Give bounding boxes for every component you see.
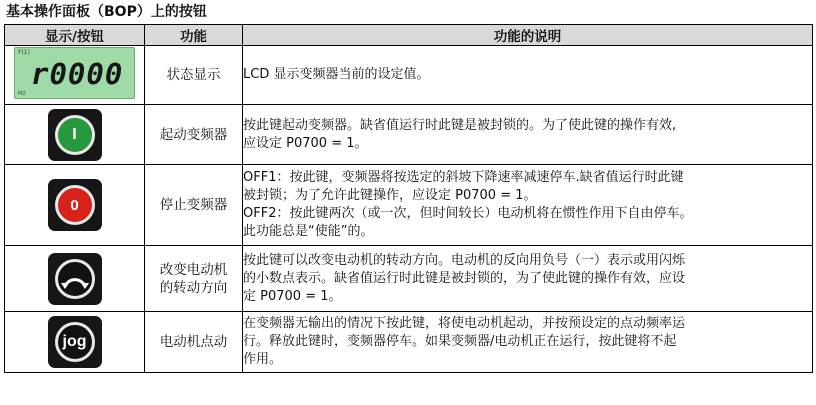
description-line: LCD 显示变频器当前的设定值。 bbox=[243, 67, 430, 82]
lcd-value: r0000 bbox=[31, 57, 124, 91]
description-line: 的小数点表示。缺省值运行时此键是被封锁的，为了使此键的操作有效，应设 bbox=[243, 270, 686, 286]
display-cell bbox=[5, 246, 145, 312]
start-button-icon[interactable] bbox=[48, 109, 102, 161]
description-line: OFF2：按此键两次（或一次，但时间较长）电动机将在惯性作用下自由停车。 bbox=[243, 206, 693, 221]
stop-button-label: 0 bbox=[70, 196, 79, 214]
description-cell bbox=[243, 246, 813, 312]
display-cell bbox=[5, 165, 145, 246]
table-header-row bbox=[5, 25, 813, 46]
function-label: 状态显示 bbox=[166, 67, 221, 83]
header-description: 功能的说明 bbox=[243, 25, 813, 46]
description-line: 定 P0700 = 1。 bbox=[243, 288, 342, 304]
bop-buttons-table bbox=[4, 24, 813, 373]
lcd-hz-label: Hz bbox=[18, 90, 26, 97]
description-cell bbox=[243, 165, 813, 246]
function-label: 改变电动机 bbox=[159, 261, 228, 278]
description-cell bbox=[243, 105, 813, 165]
jog-button-icon[interactable] bbox=[48, 316, 102, 368]
function-cell bbox=[145, 105, 243, 165]
function-cell bbox=[145, 312, 243, 373]
lcd-fx-label: F(1) bbox=[18, 49, 30, 56]
function-label: 起动变频器 bbox=[159, 126, 228, 143]
function-label: 电动机点动 bbox=[159, 334, 228, 350]
description-line: 行。释放此键时，变频器停车。如果变频器/电动机正在运行，按此键将不起 bbox=[243, 334, 677, 349]
function-label: 停止变频器 bbox=[159, 197, 228, 213]
description-cell bbox=[243, 46, 813, 105]
table-row bbox=[5, 105, 813, 165]
reverse-arrow-icon bbox=[60, 267, 90, 291]
table-row bbox=[5, 312, 813, 373]
function-cell bbox=[145, 165, 243, 246]
table-row bbox=[5, 46, 813, 105]
display-cell bbox=[5, 46, 145, 105]
function-cell bbox=[145, 246, 243, 312]
description-line: 被封锁；为了允许此键操作，应设定 P0700 = 1。 bbox=[243, 188, 537, 203]
description-line: 应设定 P0700 = 1。 bbox=[243, 135, 368, 151]
jog-button-label: jog bbox=[62, 333, 87, 350]
table-row bbox=[5, 165, 813, 246]
function-label: 的转动方向 bbox=[159, 279, 228, 296]
description-line: 在变频器无输出的情况下按此键，将使电动机起动，并按预设定的点动频率运 bbox=[243, 316, 686, 331]
description-cell bbox=[243, 312, 813, 373]
description-line: 按此键起动变频器。缺省值运行时此键是被封锁的。为了使此键的操作有效, bbox=[243, 117, 677, 133]
start-button-label: I bbox=[72, 125, 77, 143]
description-line: OFF1：按此键，变频器将按选定的斜坡下降速率减速停车.缺省值运行时此键 bbox=[243, 170, 684, 185]
stop-button-icon[interactable] bbox=[48, 179, 102, 231]
display-cell bbox=[5, 312, 145, 373]
display-cell bbox=[5, 105, 145, 165]
header-function: 功能 bbox=[145, 25, 243, 46]
description-line: 作用。 bbox=[243, 352, 283, 367]
header-display: 显示/按钮 bbox=[5, 25, 145, 46]
table-row bbox=[5, 246, 813, 312]
description-line: 按此键可以改变电动机的转动方向。电动机的反向用负号（一）表示或用闪烁 bbox=[243, 252, 686, 268]
lcd-display bbox=[14, 47, 135, 99]
description-line: 此功能总是“使能”的。 bbox=[243, 224, 374, 239]
function-cell bbox=[145, 46, 243, 105]
reverse-direction-icon[interactable] bbox=[48, 253, 102, 305]
table-caption: 基本操作面板（BOP）上的按钮 bbox=[6, 4, 207, 20]
